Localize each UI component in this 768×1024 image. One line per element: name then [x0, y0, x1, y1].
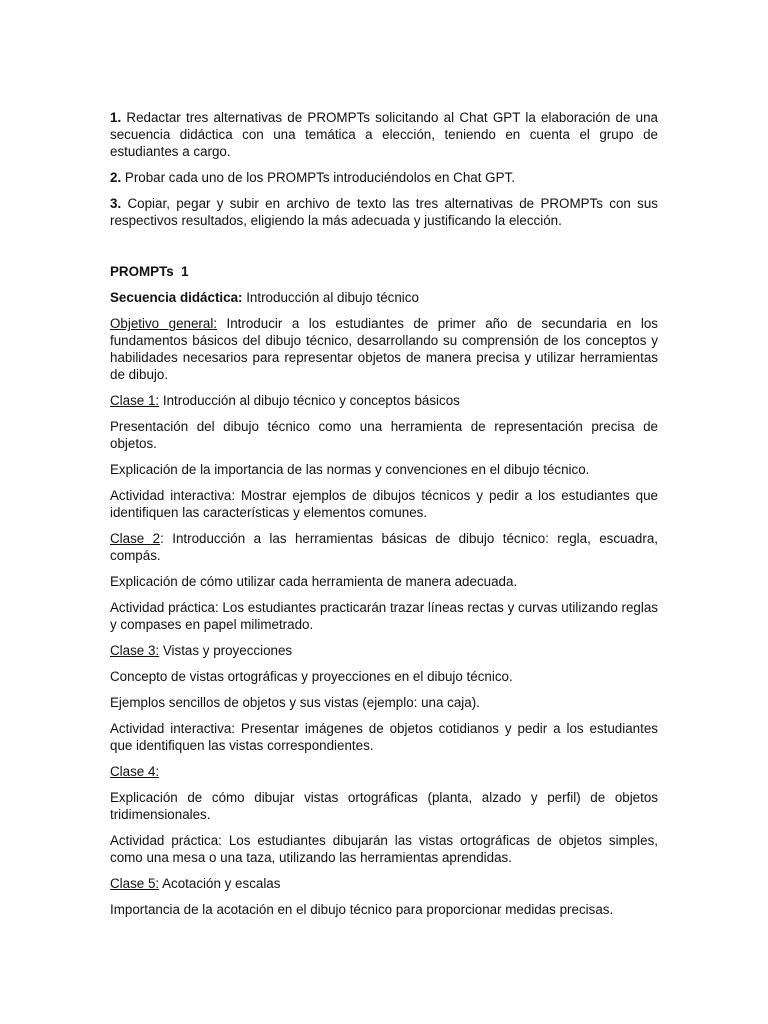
instruction-2 [110, 169, 658, 186]
objective-paragraph [110, 315, 658, 383]
clase-1-item: Explicación de la importancia de las normas y convenciones en el dibujo técnico. [110, 462, 590, 477]
instruction-text: Probar cada uno de los PROMPTs introduciéndolos en Chat GPT. [121, 170, 515, 185]
clase-5-heading [110, 875, 658, 892]
sequence-line [110, 289, 658, 306]
objective-text: Introducir a los estudiantes de primer año de secundaria en los fundamentos básicos del dibujo técnico, desarrollando su comprensión de los conceptos y habilidades necesarios para representar objetos de manera precisa y utilizar herramientas de dibujo. [110, 316, 658, 382]
clase-2-item: Actividad práctica: Los estudiantes practicarán trazar líneas rectas y curvas utilizando reglas y compases en papel milimetrado. [110, 600, 658, 632]
sequence-label: Secuencia didáctica: [110, 290, 243, 305]
clase-3-item: Concepto de vistas ortográficas y proyecciones en el dibujo técnico. [110, 669, 513, 684]
clase-title: Introducción al dibujo técnico y conceptos básicos [159, 393, 460, 408]
instruction-number: 3. [110, 196, 122, 211]
clase-label: Clase 3: [110, 643, 160, 658]
clase-5-item: Importancia de la acotación en el dibujo técnico para proporcionar medidas precisas. [110, 902, 614, 917]
clase-label: Clase 5: [110, 876, 160, 891]
sequence-text: Introducción al dibujo técnico [242, 290, 419, 305]
instruction-number: 1. [110, 110, 122, 125]
clase-1-item: Presentación del dibujo técnico como una herramienta de representación precisa de objetos. [110, 419, 658, 451]
clase-4-heading [110, 763, 658, 780]
instruction-1 [110, 109, 658, 160]
clase-2-item: Explicación de cómo utilizar cada herramienta de manera adecuada. [110, 574, 518, 589]
section-heading: PROMPTs 1 [110, 264, 189, 279]
clase-3-item: Actividad interactiva: Presentar imágenes de objetos cotidianos y pedir a los estudiantes que identifiquen las vistas correspondientes. [110, 721, 658, 753]
clase-3-item: Ejemplos sencillos de objetos y sus vistas (ejemplo: una caja). [110, 695, 480, 710]
instruction-text: Redactar tres alternativas de PROMPTs solicitando al Chat GPT la elaboración de una secuencia didáctica con una temática a elección, teniendo en cuenta el grupo de estudiantes a cargo. [110, 110, 658, 159]
instruction-3 [110, 195, 658, 229]
clase-label: Clase 1: [110, 393, 160, 408]
clase-title: Vistas y proyecciones [159, 643, 293, 658]
clase-label: Clase 4: [110, 764, 160, 779]
clase-title: Acotación y escalas [159, 876, 281, 891]
instruction-number: 2. [110, 170, 122, 185]
clase-title: : Introducción a las herramientas básicas de dibujo técnico: regla, escuadra, compás. [110, 531, 658, 563]
clase-3-heading [110, 642, 658, 659]
clase-1-heading [110, 392, 658, 409]
clase-2-heading [110, 530, 658, 564]
clase-4-item: Explicación de cómo dibujar vistas ortográficas (planta, alzado y perfil) de objetos tridimensionales. [110, 790, 658, 822]
clase-4-item: Actividad práctica: Los estudiantes dibujarán las vistas ortográficas de objetos simples, como una mesa o una taza, utilizando las herramientas aprendidas. [110, 833, 658, 865]
clase-1-item: Actividad interactiva: Mostrar ejemplos de dibujos técnicos y pedir a los estudiantes que identifiquen las características y elementos comunes. [110, 488, 658, 520]
clase-label: Clase 2 [110, 531, 161, 546]
objective-label: Objetivo general: [110, 316, 218, 331]
instruction-text: Copiar, pegar y subir en archivo de texto las tres alternativas de PROMPTs con sus respectivos resultados, eligiendo la más adecuada y justificando la elección. [110, 196, 658, 228]
